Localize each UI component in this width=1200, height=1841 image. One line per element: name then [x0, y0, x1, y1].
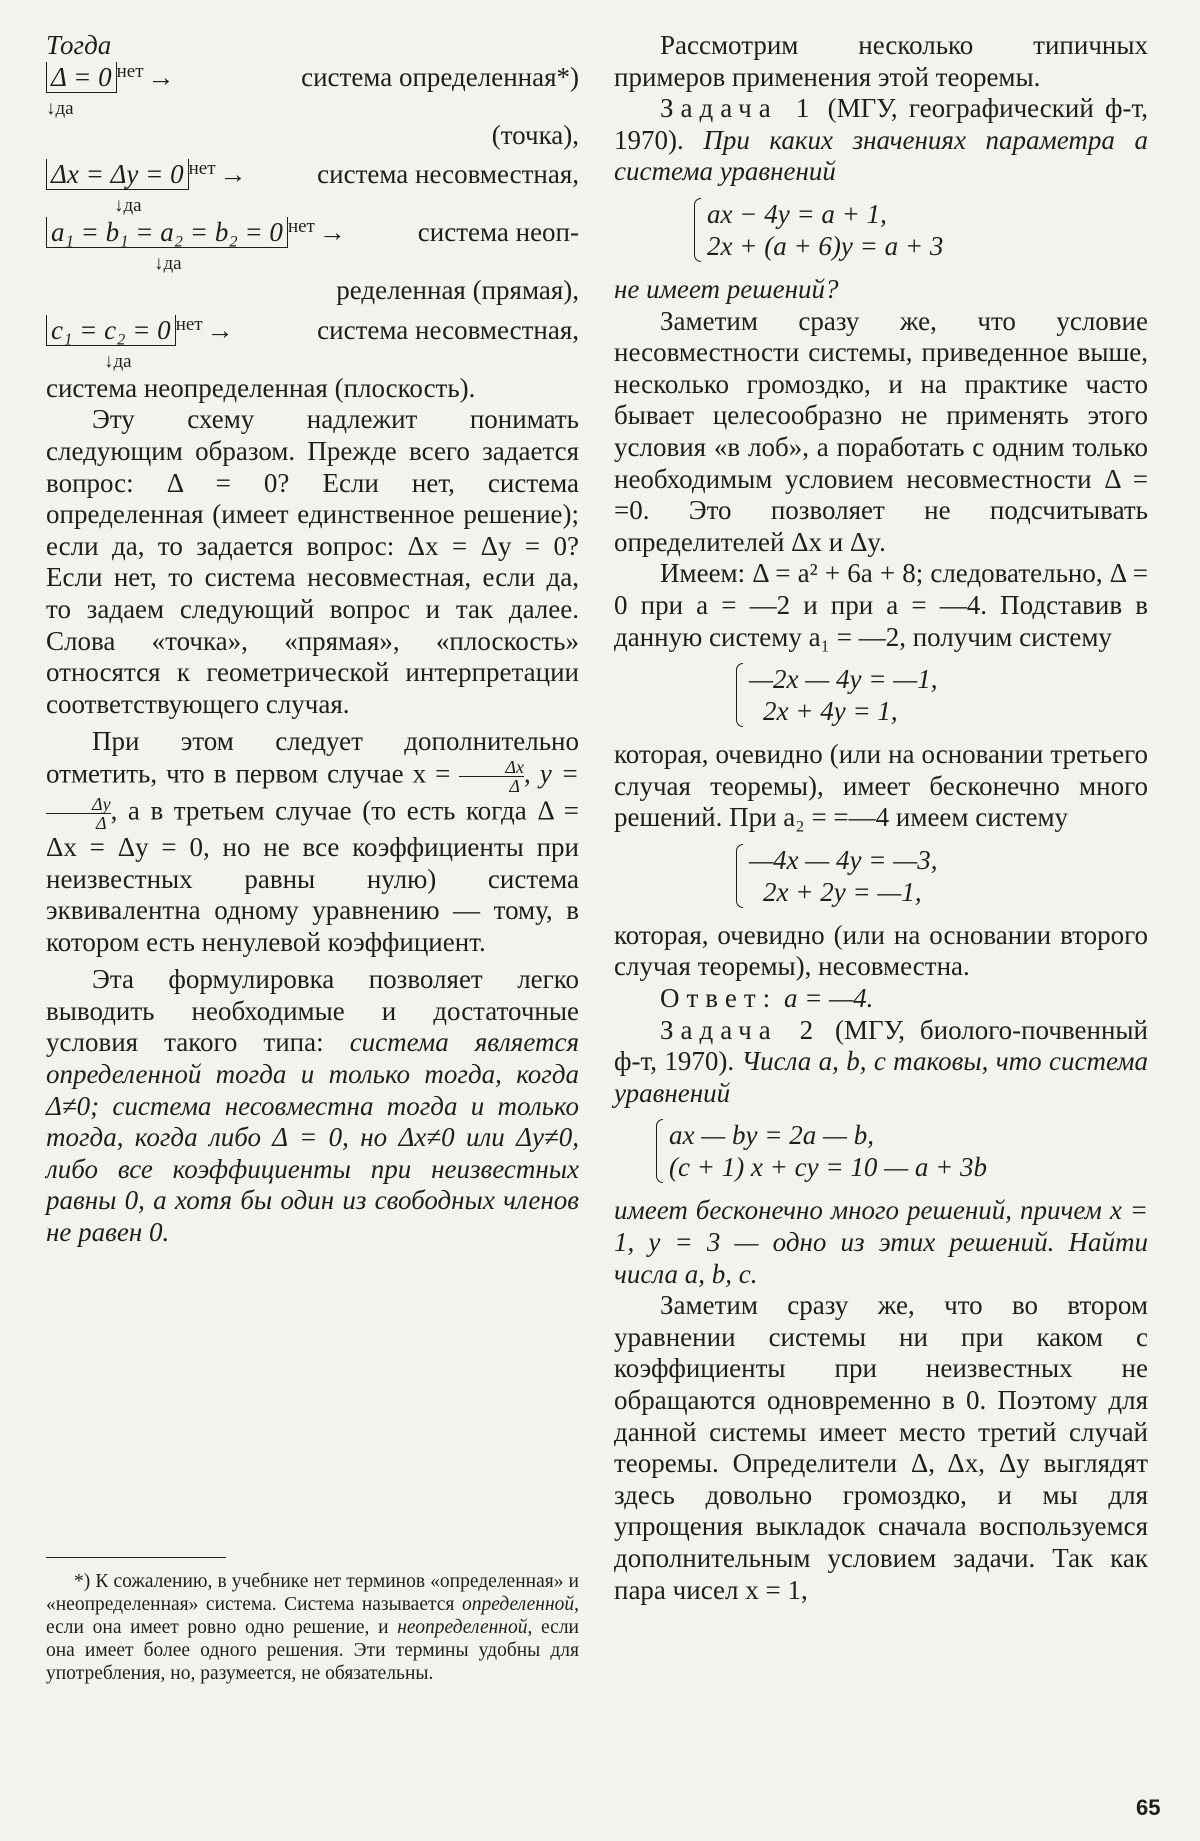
scheme-no-label: нет [175, 313, 203, 335]
scheme-condition: a₁ = b₁ = a₂ = b₂ = 0 [46, 217, 288, 248]
paragraph: Заметим сразу же, что условие несовместности системы, приведенное выше, несколько громоздко, и на практике часто бывает целесообразно не применять этого условия «в лоб», а поработать с одним только необходимым условием несовместности Δ = =0. Это позволяет не подсчитывать определителей Δx и Δy. [614, 305, 1148, 557]
arrow-right-icon: → [206, 314, 234, 345]
paragraph: При этом следует дополнительно отметить, что в первом случае x = $\frac{\Delta x}{\Delta}$ , y = $\frac{\Delta y}{\Delta}$ , а в третьем случае (то есть когда Δ = Δx = Δy = 0, но не все коэффициенты при неизвестных равны нулю) система эквивалентна одному уравнению — тому, в котором есть ненулевой коэффициент. [46, 726, 579, 957]
scheme-result-cont: ределенная (прямая), [336, 275, 579, 306]
scheme-step-4 [46, 315, 579, 351]
scheme-no-label: нет [116, 60, 144, 82]
scheme-result: система несовместная, [317, 159, 579, 190]
scheme-step-3 [46, 217, 579, 253]
arrow-down-icon: ↓ [104, 350, 114, 372]
paragraph: Эта формулировка позволяет легко выводить необходимые и достаточные условия такого типа: система является определенной тогда и только тогда, когда Δ≠0; система несовместна тогда и только тогда, когда либо Δ = 0, но Δx≠0 или Δy≠0, либо все коэффициенты при неизвестных равны 0, а хотя бы один из свободных членов не равен 0. [46, 964, 580, 1248]
scheme-no-label: нет [188, 158, 216, 180]
paragraph: Заметим сразу же, что во втором уравнении системы ни при каком c коэффициенты при неизвестных не обращаются одновременно в 0. Поэтому для данной системы имеет место третий случай теоремы. Определители Δ, Δx, Δy выглядят здесь довольно громоздко, и мы для упрощения выкладок сначала воспользуемся дополнительным условием задачи. Так как пара чисел x = 1, [614, 1290, 1148, 1605]
scheme-step-2 [46, 159, 579, 195]
equation-system: ax — by = 2a — b, (c + 1) x + cy = 10 — a + 3b [614, 1119, 1148, 1183]
scheme-yes: ↓да [114, 195, 142, 217]
scheme-condition: c₁ = c₂ = 0 [46, 315, 176, 346]
brace-icon [656, 1119, 663, 1183]
scheme-result-cont: (точка), [491, 119, 579, 150]
arrow-right-icon: → [219, 159, 247, 190]
paragraph: Рассмотрим несколько типичных примеров применения этой теоремы. [614, 30, 1148, 92]
arrow-right-icon: → [318, 217, 346, 248]
problem-question: имеет бесконечно много решений, причем x = 1, y = 3 — одно из этих решений. Найти числа a, b, c. [614, 1195, 1148, 1289]
brace-icon [736, 844, 743, 908]
decision-scheme [46, 62, 579, 373]
fraction: $\frac{\Delta x}{\Delta}$ [459, 758, 524, 795]
scheme-final: система неопределенная (плоскость). [46, 372, 476, 403]
problem-1: Задача 1 (МГУ, географический ф-т, 1970). При каких значениях параметра a система уравнений [614, 93, 1149, 187]
equation-system: ax − 4y = a + 1, 2x + (a + 6)y = a + 3 [614, 198, 1148, 262]
arrow-down-icon: ↓ [46, 97, 56, 119]
fraction: $\frac{\Delta y}{\Delta}$ [46, 795, 111, 832]
scheme-step-1 [46, 62, 579, 98]
arrow-right-icon: → [147, 61, 175, 92]
arrow-down-icon: ↓ [114, 195, 124, 217]
scheme-yes: ↓да [46, 97, 74, 119]
left-column [46, 30, 579, 1249]
arrow-down-icon: ↓ [154, 253, 164, 275]
right-column [614, 30, 1148, 1606]
paragraph: которая, очевидно (или на основании второго случая теоремы), несовместна. [614, 919, 1148, 982]
equation-system: —2x — 4y = —1, 2x + 4y = 1, [614, 663, 1148, 727]
scheme-result: система несовместная, [317, 314, 579, 345]
footnote-rule [46, 1557, 226, 1558]
intro-word: Тогда [46, 30, 112, 60]
answer: Ответ: a = —4. [660, 983, 874, 1014]
equation-system: —4x — 4y = —3, 2x + 2y = —1, [614, 844, 1148, 908]
scheme-result: система определенная*) [301, 61, 579, 92]
footnote: *) К сожалению, в учебнике нет терминов «определенная» и «неопределенная» система. Система называется определенной, если она имеет ровно одно решение, и неопределенной, если она имеет более одного решения. Эти термины удобны для употребления, но, разумеется, не обязательны. [46, 1557, 579, 1685]
problem-2: Задача 2 (МГУ, биолого-почвенный ф-т, 1970). Числа a, b, c таковы, что система уравнений [614, 1014, 1148, 1108]
scheme-yes: ↓да [154, 253, 182, 275]
scheme-yes: ↓да [104, 350, 132, 372]
scheme-no-label: нет [287, 216, 315, 238]
paragraph: Эту схему надлежит понимать следующим образом. Прежде всего задается вопрос: Δ = 0? Если нет, система определенная (имеет единственное решение); если да, то задается вопрос: Δx = Δy = 0? Если нет, то система несовместная, если да, то задаем следующий вопрос и так далее. Слова «точка», «прямая», «плоскость» относятся к геометрической интерпретации соответствующего случая. [46, 404, 579, 719]
scheme-condition: Δ = 0 [46, 62, 117, 93]
scheme-result: система неоп- [417, 217, 579, 248]
brace-icon [694, 198, 701, 262]
problem-question: не имеет решений? [614, 273, 839, 304]
brace-icon [736, 663, 743, 727]
paragraph: Имеем: Δ = a² + 6a + 8; следовательно, Δ = 0 при a = —2 и при a = —4. Подставив в данную систему a₁ = —2, получим систему [614, 558, 1148, 652]
page-number: 65 [1136, 1795, 1161, 1820]
scheme-condition: Δx = Δy = 0 [46, 159, 189, 190]
paragraph: которая, очевидно (или на основании третьего случая теоремы), имеет бесконечно много решений. При a₂ = =—4 имеем систему [614, 739, 1148, 833]
